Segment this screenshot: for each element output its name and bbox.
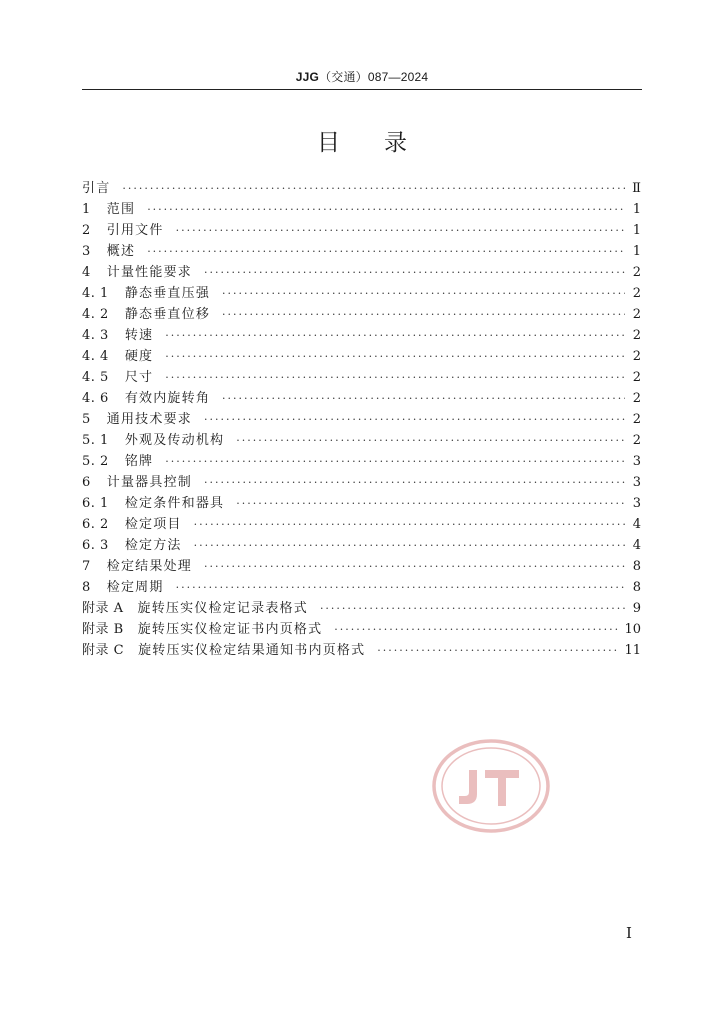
toc-dot-leader xyxy=(147,245,625,258)
toc-entry-title: 旋转压实仪检定证书内页格式 xyxy=(137,622,323,637)
toc-entry-title: 尺寸 xyxy=(124,370,154,385)
toc-entry[interactable] xyxy=(82,408,641,429)
header-number: 087—2024 xyxy=(367,70,429,84)
toc-entry-number: 附录 A xyxy=(82,601,124,616)
toc-entry-title: 静态垂直位移 xyxy=(124,307,211,322)
toc-dot-leader xyxy=(222,287,625,300)
toc-entry-number: 6. 3 xyxy=(82,538,109,553)
toc-entry-page: 2 xyxy=(632,433,641,448)
toc-entry-page: 2 xyxy=(632,349,641,364)
toc-entry-number: 1 xyxy=(82,202,91,217)
toc-entry-number: 4. 6 xyxy=(82,391,109,406)
toc-entry[interactable] xyxy=(82,513,641,534)
stamp-inner-ring xyxy=(442,748,540,824)
toc-entry[interactable] xyxy=(82,639,641,660)
toc-entry[interactable] xyxy=(82,177,641,198)
toc-entry-number: 4 xyxy=(82,265,91,280)
toc-entry[interactable] xyxy=(82,450,641,471)
toc-dot-leader xyxy=(165,350,625,363)
jt-logo-stamp xyxy=(431,738,551,834)
toc-entry-title: 计量性能要求 xyxy=(106,265,192,280)
toc-entry[interactable] xyxy=(82,366,641,387)
toc-entry-title: 引用文件 xyxy=(106,223,164,238)
toc-entry[interactable] xyxy=(82,219,641,240)
toc-entry[interactable] xyxy=(82,387,641,408)
toc-entry-number: 2 xyxy=(82,223,91,238)
toc-entry-number: 5. 2 xyxy=(82,454,109,469)
toc-entry-number: 5. 1 xyxy=(82,433,109,448)
toc-entry-title: 硬度 xyxy=(124,349,154,364)
page-number: I xyxy=(626,924,632,942)
toc-entry-page: 2 xyxy=(632,328,641,343)
toc-entry[interactable] xyxy=(82,198,641,219)
stamp-outer-ring xyxy=(434,741,548,831)
toc-entry-title: 检定条件和器具 xyxy=(124,496,225,511)
toc-entry-title: 计量器具控制 xyxy=(106,475,192,490)
toc-dot-leader xyxy=(122,182,625,195)
toc-dot-leader xyxy=(222,392,625,405)
toc-entry-page: 10 xyxy=(624,622,641,637)
toc-dot-leader xyxy=(222,308,625,321)
toc-entry-number: 8 xyxy=(82,580,91,595)
toc-entry[interactable] xyxy=(82,282,641,303)
toc-entry-page: 2 xyxy=(632,412,641,427)
toc-entry[interactable] xyxy=(82,597,641,618)
toc-entry-page: 2 xyxy=(632,370,641,385)
running-header xyxy=(0,68,724,85)
toc-entry-title: 引言 xyxy=(82,181,111,196)
toc-entry-number: 7 xyxy=(82,559,91,574)
toc-dot-leader xyxy=(165,371,625,384)
toc-entry[interactable] xyxy=(82,345,641,366)
toc-entry-number: 6. 2 xyxy=(82,517,109,532)
toc-entry-title: 范围 xyxy=(106,202,136,217)
toc-entry[interactable] xyxy=(82,261,641,282)
toc-entry-title: 概述 xyxy=(106,244,136,259)
stamp-letter-t xyxy=(485,770,519,806)
toc-entry-page: 4 xyxy=(632,517,641,532)
toc-entry-number: 6. 1 xyxy=(82,496,109,511)
toc-entry-number: 3 xyxy=(82,244,91,259)
toc-dot-leader xyxy=(147,203,625,216)
toc-entry-title: 转速 xyxy=(124,328,154,343)
toc-dot-leader xyxy=(236,434,625,447)
header-rule xyxy=(82,89,642,90)
toc-entry-title: 检定项目 xyxy=(124,517,182,532)
toc-entry-number: 5 xyxy=(82,412,91,427)
toc-entry[interactable] xyxy=(82,324,641,345)
toc-entry-page: 8 xyxy=(632,559,641,574)
toc-entry-page: 1 xyxy=(632,244,641,259)
toc-entry-page: 3 xyxy=(632,454,641,469)
toc-entry[interactable] xyxy=(82,492,641,513)
toc-entry-title: 检定结果处理 xyxy=(106,559,192,574)
toc-entry-page: 8 xyxy=(632,580,641,595)
toc-entry-title: 检定方法 xyxy=(124,538,182,553)
toc-entry-number: 4. 1 xyxy=(82,286,109,301)
toc-entry-title: 外观及传动机构 xyxy=(124,433,225,448)
toc-entry-page: 9 xyxy=(632,601,641,616)
toc-entry-number: 附录 B xyxy=(82,622,124,637)
toc-entry[interactable] xyxy=(82,576,641,597)
toc-entry-page: 3 xyxy=(632,475,641,490)
toc-entry-number: 6 xyxy=(82,475,91,490)
toc-entry-title: 通用技术要求 xyxy=(106,412,192,427)
toc-entry[interactable] xyxy=(82,555,641,576)
toc-entry-number: 4. 3 xyxy=(82,328,109,343)
toc-entry-number: 4. 5 xyxy=(82,370,109,385)
toc-entry-page: Ⅱ xyxy=(632,181,641,196)
toc-entry-page: 11 xyxy=(624,643,641,658)
toc-dot-leader xyxy=(204,476,625,489)
toc-entry-page: 2 xyxy=(632,286,641,301)
toc-dot-leader xyxy=(236,497,625,510)
toc-entry[interactable] xyxy=(82,303,641,324)
toc-dot-leader xyxy=(334,623,618,636)
toc-entry-title: 旋转压实仪检定记录表格式 xyxy=(137,601,308,616)
table-of-contents xyxy=(82,177,641,660)
toc-entry-title: 铭牌 xyxy=(124,454,154,469)
toc-entry[interactable] xyxy=(82,429,641,450)
toc-entry-title: 旋转压实仪检定结果通知书内页格式 xyxy=(138,643,366,658)
toc-entry-number: 附录 C xyxy=(82,643,125,658)
toc-dot-leader xyxy=(204,560,625,573)
toc-dot-leader xyxy=(165,329,625,342)
toc-dot-leader xyxy=(204,413,625,426)
toc-entry[interactable] xyxy=(82,240,641,261)
toc-entry-title: 有效内旋转角 xyxy=(124,391,211,406)
header-code: JJG xyxy=(295,70,320,84)
toc-entry-page: 2 xyxy=(632,391,641,406)
toc-entry-page: 2 xyxy=(632,307,641,322)
toc-entry-page: 2 xyxy=(632,265,641,280)
stamp-letter-j xyxy=(459,770,477,804)
toc-entry-page: 4 xyxy=(632,538,641,553)
toc-entry-number: 4. 4 xyxy=(82,349,109,364)
toc-entry[interactable] xyxy=(82,534,641,555)
toc-dot-leader xyxy=(176,224,625,237)
toc-entry[interactable] xyxy=(82,471,641,492)
toc-entry-title: 检定周期 xyxy=(106,580,164,595)
header-org: （交通） xyxy=(319,70,368,84)
toc-entry-page: 1 xyxy=(632,202,641,217)
toc-entry-number: 4. 2 xyxy=(82,307,109,322)
toc-dot-leader xyxy=(320,602,625,615)
toc-dot-leader xyxy=(194,518,625,531)
toc-entry-page: 1 xyxy=(632,223,641,238)
toc-dot-leader xyxy=(165,455,625,468)
toc-entry[interactable] xyxy=(82,618,641,639)
toc-entry-title: 静态垂直压强 xyxy=(124,286,211,301)
toc-entry-page: 3 xyxy=(632,496,641,511)
toc-dot-leader xyxy=(194,539,625,552)
toc-dot-leader xyxy=(204,266,625,279)
toc-dot-leader xyxy=(377,644,618,657)
page-title: 目录 xyxy=(317,130,451,156)
toc-dot-leader xyxy=(176,581,625,594)
